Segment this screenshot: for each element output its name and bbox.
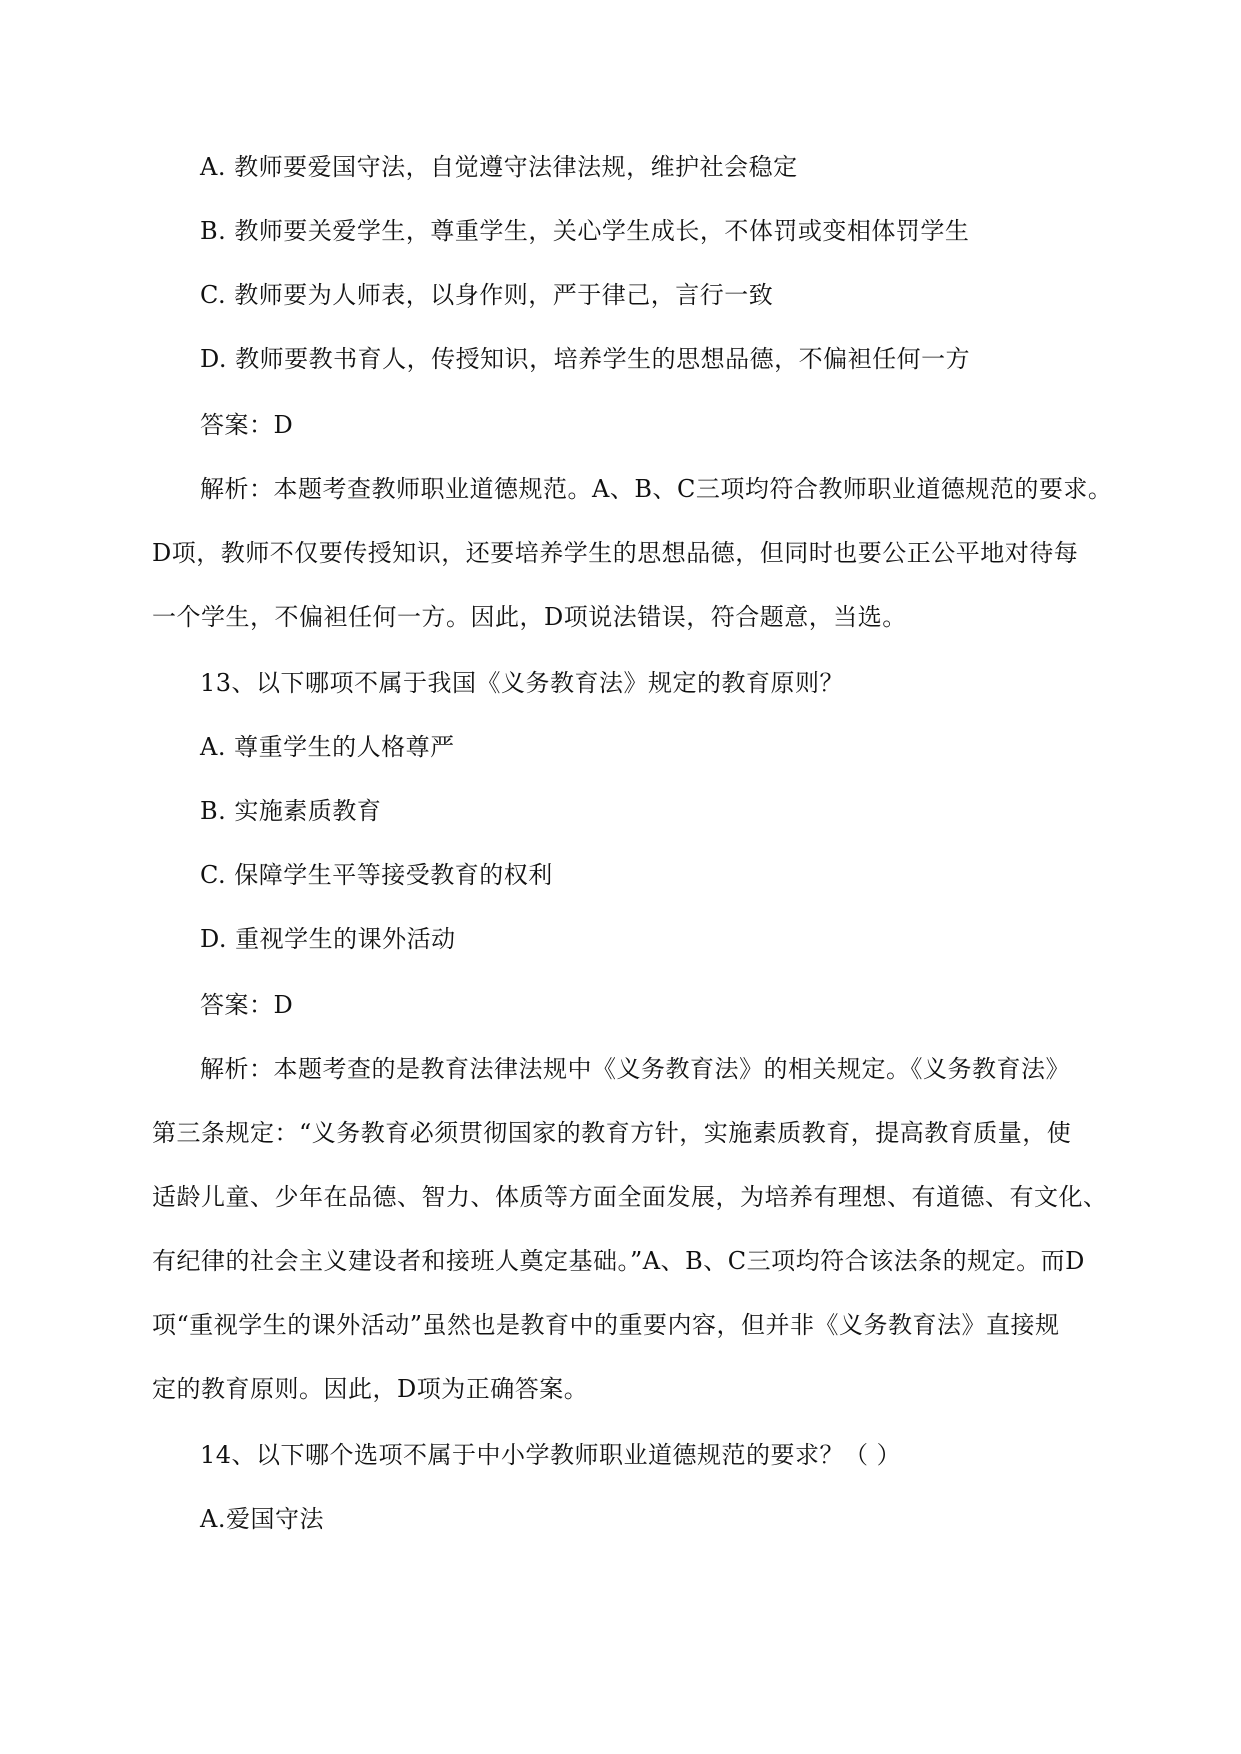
q14-question: 14、以下哪个选项不属于中小学教师职业道德规范的要求？（ ） [200, 1441, 902, 1469]
q12-option-b: B. 教师要关爱学生，尊重学生，关心学生成长，不体罚或变相体罚学生 [200, 217, 970, 245]
q13-analysis-line: 项“重视学生的课外活动”虽然也是教育中的重要内容，但并非《义务教育法》直接规 [152, 1311, 1060, 1339]
q13-analysis-line: 第三条规定：“义务教育必须贯彻国家的教育方针，实施素质教育，提高教育质量，使 [152, 1119, 1072, 1147]
q14-option-a: A.爱国守法 [200, 1505, 324, 1533]
q13-analysis-line: 适龄儿童、少年在品德、智力、体质等方面全面发展，为培养有理想、有道德、有文化、 [152, 1183, 1108, 1211]
q12-analysis-line: 一个学生，不偏袒任何一方。因此，D项说法错误，符合题意，当选。 [152, 603, 907, 631]
q13-analysis-line: 解析：本题考查的是教育法律法规中《义务教育法》的相关规定。《义务教育法》 [200, 1055, 1070, 1083]
q12-option-c: C. 教师要为人师表，以身作则，严于律己，言行一致 [200, 281, 774, 309]
q13-option-c: C. 保障学生平等接受教育的权利 [200, 861, 553, 889]
q13-answer: 答案：D [200, 991, 294, 1019]
q12-option-d: D. 教师要教书育人，传授知识，培养学生的思想品德，不偏袒任何一方 [200, 345, 971, 373]
q13-option-a: A. 尊重学生的人格尊严 [200, 733, 455, 761]
q13-analysis-line: 定的教育原则。因此，D项为正确答案。 [152, 1375, 589, 1403]
q12-option-a: A. 教师要爱国守法，自觉遵守法律法规，维护社会稳定 [200, 153, 798, 181]
q12-answer: 答案：D [200, 411, 294, 439]
q13-option-d: D. 重视学生的课外活动 [200, 925, 456, 953]
q12-analysis-line: 解析：本题考查教师职业道德规范。A、B、C三项均符合教师职业道德规范的要求。 [200, 475, 1113, 503]
q13-analysis-line: 有纪律的社会主义建设者和接班人奠定基础。”A、B、C三项均符合该法条的规定。而D [152, 1247, 1085, 1275]
q13-option-b: B. 实施素质教育 [200, 797, 382, 825]
q13-question: 13、以下哪项不属于我国《义务教育法》规定的教育原则？ [200, 669, 845, 697]
q12-analysis-line: D项，教师不仅要传授知识，还要培养学生的思想品德，但同时也要公正公平地对待每 [152, 539, 1079, 567]
